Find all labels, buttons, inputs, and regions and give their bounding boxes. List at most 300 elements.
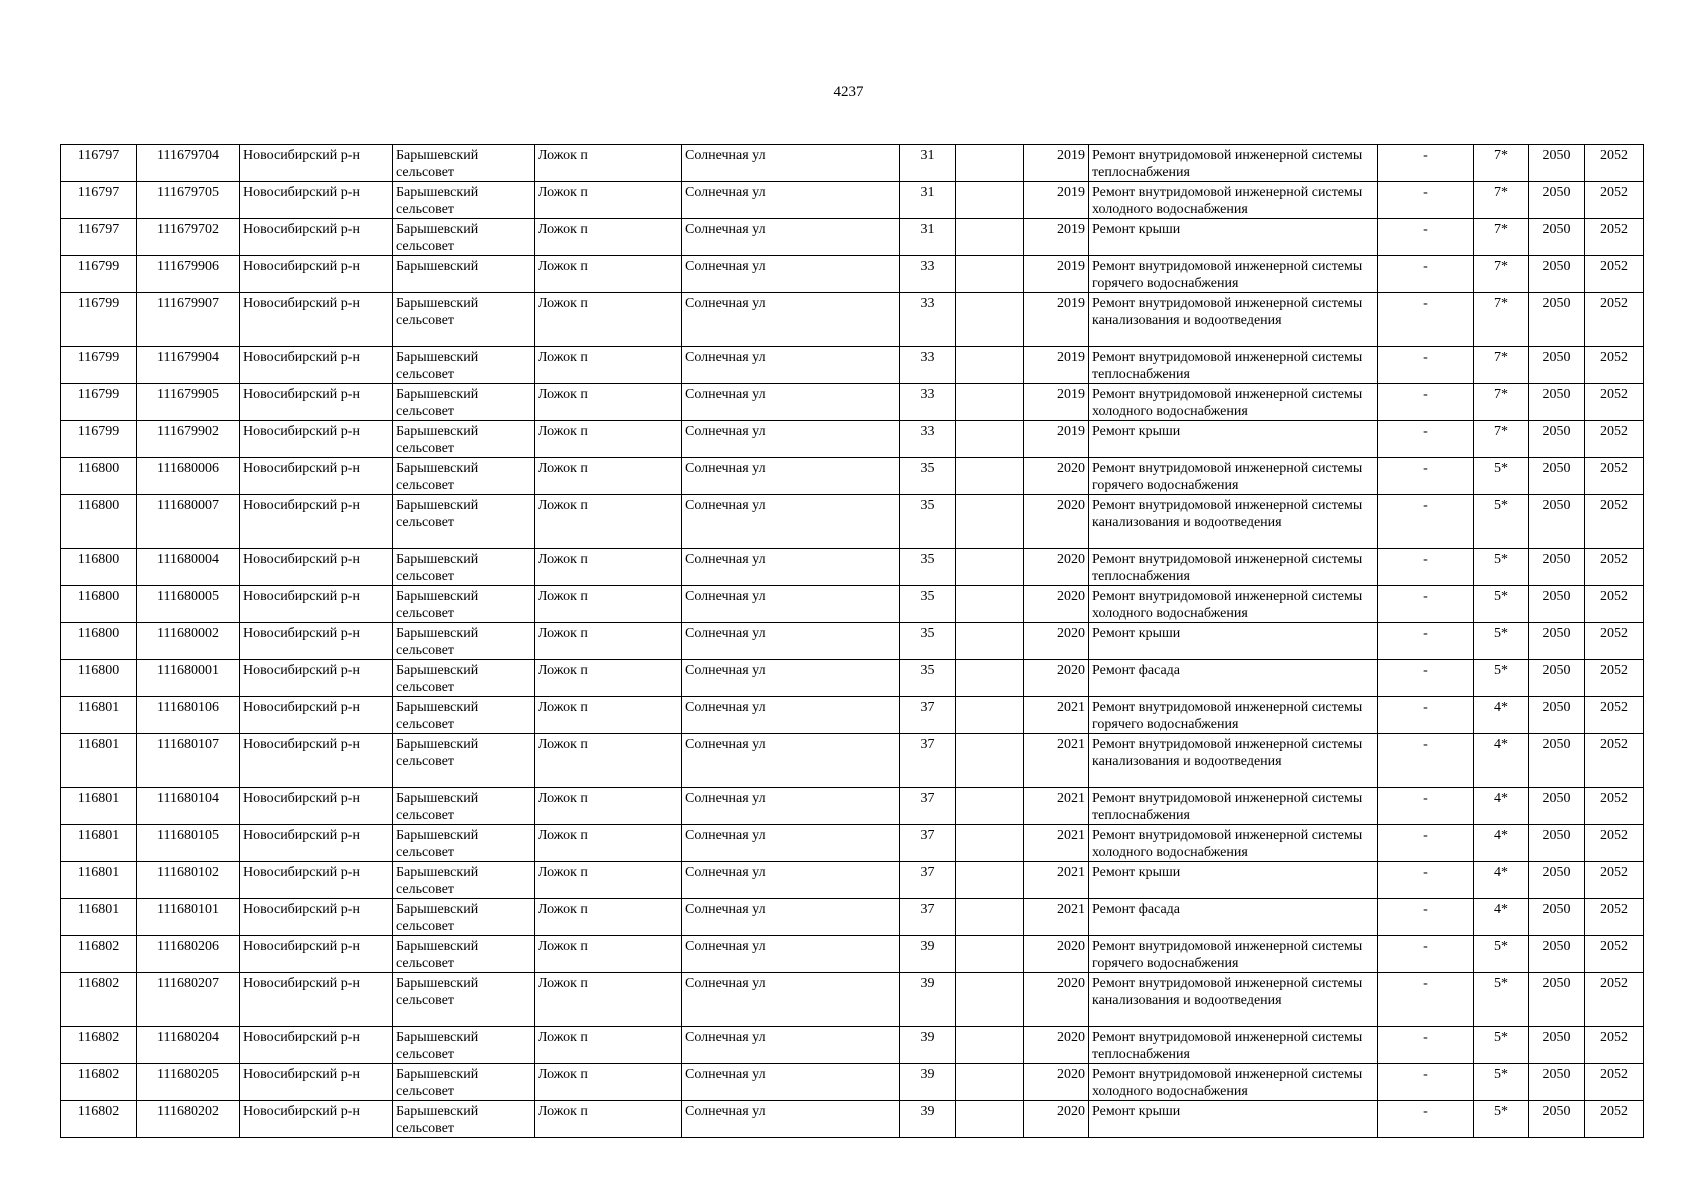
- year-from-cell: 2050: [1529, 734, 1585, 788]
- table-row: [61, 936, 1644, 973]
- work-type-cell: Ремонт внутридомовой инженерной системы холодного водоснабжения: [1089, 182, 1378, 219]
- locality-cell: Ложок п: [535, 623, 682, 660]
- building-cell: [956, 973, 1024, 1027]
- year-to-cell: 2052: [1585, 182, 1644, 219]
- work-type-cell: Ремонт внутридомовой инженерной системы теплоснабжения: [1089, 788, 1378, 825]
- street-cell: Солнечная ул: [682, 1064, 900, 1101]
- year-from-cell: 2050: [1529, 219, 1585, 256]
- planned-year-cell: 2020: [1024, 660, 1089, 697]
- period-cell: 4*: [1474, 825, 1529, 862]
- dash-cell: -: [1378, 182, 1474, 219]
- settlement-cell: Барышевский сельсовет: [393, 862, 535, 899]
- building-cell: [956, 936, 1024, 973]
- work-id-cell: 111680005: [137, 586, 240, 623]
- settlement-cell: Барышевский сельсовет: [393, 660, 535, 697]
- dash-cell: -: [1378, 384, 1474, 421]
- table-row: [61, 734, 1644, 788]
- settlement-cell: Барышевский сельсовет: [393, 936, 535, 973]
- work-id-cell: 111679705: [137, 182, 240, 219]
- planned-year-cell: 2019: [1024, 293, 1089, 347]
- locality-cell: Ложок п: [535, 347, 682, 384]
- work-id-cell: 111680204: [137, 1027, 240, 1064]
- house-id-cell: 116801: [61, 734, 137, 788]
- district-cell: Новосибирский р-н: [240, 219, 393, 256]
- house-id-cell: 116800: [61, 586, 137, 623]
- street-cell: Солнечная ул: [682, 973, 900, 1027]
- street-cell: Солнечная ул: [682, 219, 900, 256]
- building-cell: [956, 421, 1024, 458]
- street-cell: Солнечная ул: [682, 660, 900, 697]
- period-cell: 7*: [1474, 347, 1529, 384]
- year-from-cell: 2050: [1529, 1101, 1585, 1138]
- building-cell: [956, 788, 1024, 825]
- year-from-cell: 2050: [1529, 788, 1585, 825]
- building-cell: [956, 219, 1024, 256]
- house-id-cell: 116802: [61, 1101, 137, 1138]
- planned-year-cell: 2020: [1024, 495, 1089, 549]
- building-cell: [956, 825, 1024, 862]
- house-number-cell: 37: [900, 697, 956, 734]
- work-id-cell: 111679904: [137, 347, 240, 384]
- district-cell: Новосибирский р-н: [240, 182, 393, 219]
- dash-cell: -: [1378, 899, 1474, 936]
- repair-schedule-table: [60, 144, 1644, 1138]
- house-id-cell: 116799: [61, 347, 137, 384]
- settlement-cell: Барышевский сельсовет: [393, 549, 535, 586]
- year-to-cell: 2052: [1585, 219, 1644, 256]
- district-cell: Новосибирский р-н: [240, 384, 393, 421]
- house-id-cell: 116802: [61, 936, 137, 973]
- work-type-cell: Ремонт фасада: [1089, 660, 1378, 697]
- house-id-cell: 116801: [61, 825, 137, 862]
- work-id-cell: 111680002: [137, 623, 240, 660]
- year-from-cell: 2050: [1529, 145, 1585, 182]
- work-id-cell: 111679907: [137, 293, 240, 347]
- building-cell: [956, 734, 1024, 788]
- year-to-cell: 2052: [1585, 899, 1644, 936]
- district-cell: Новосибирский р-н: [240, 1101, 393, 1138]
- year-to-cell: 2052: [1585, 623, 1644, 660]
- planned-year-cell: 2021: [1024, 899, 1089, 936]
- district-cell: Новосибирский р-н: [240, 788, 393, 825]
- year-to-cell: 2052: [1585, 549, 1644, 586]
- house-number-cell: 31: [900, 182, 956, 219]
- settlement-cell: Барышевский сельсовет: [393, 182, 535, 219]
- period-cell: 5*: [1474, 973, 1529, 1027]
- settlement-cell: Барышевский сельсовет: [393, 825, 535, 862]
- house-number-cell: 33: [900, 384, 956, 421]
- building-cell: [956, 384, 1024, 421]
- table-row: [61, 586, 1644, 623]
- planned-year-cell: 2019: [1024, 421, 1089, 458]
- building-cell: [956, 899, 1024, 936]
- locality-cell: Ложок п: [535, 586, 682, 623]
- street-cell: Солнечная ул: [682, 586, 900, 623]
- year-to-cell: 2052: [1585, 1027, 1644, 1064]
- year-to-cell: 2052: [1585, 1064, 1644, 1101]
- street-cell: Солнечная ул: [682, 347, 900, 384]
- district-cell: Новосибирский р-н: [240, 293, 393, 347]
- district-cell: Новосибирский р-н: [240, 421, 393, 458]
- planned-year-cell: 2019: [1024, 219, 1089, 256]
- period-cell: 5*: [1474, 1064, 1529, 1101]
- year-from-cell: 2050: [1529, 1064, 1585, 1101]
- district-cell: Новосибирский р-н: [240, 586, 393, 623]
- district-cell: Новосибирский р-н: [240, 899, 393, 936]
- building-cell: [956, 293, 1024, 347]
- locality-cell: Ложок п: [535, 458, 682, 495]
- district-cell: Новосибирский р-н: [240, 145, 393, 182]
- planned-year-cell: 2020: [1024, 586, 1089, 623]
- locality-cell: Ложок п: [535, 1064, 682, 1101]
- planned-year-cell: 2020: [1024, 549, 1089, 586]
- period-cell: 5*: [1474, 936, 1529, 973]
- building-cell: [956, 1064, 1024, 1101]
- district-cell: Новосибирский р-н: [240, 1064, 393, 1101]
- work-id-cell: 111679704: [137, 145, 240, 182]
- year-from-cell: 2050: [1529, 936, 1585, 973]
- dash-cell: -: [1378, 1064, 1474, 1101]
- work-type-cell: Ремонт крыши: [1089, 623, 1378, 660]
- table-body: [61, 145, 1644, 1138]
- table-row: [61, 899, 1644, 936]
- street-cell: Солнечная ул: [682, 788, 900, 825]
- settlement-cell: Барышевский: [393, 256, 535, 293]
- year-to-cell: 2052: [1585, 973, 1644, 1027]
- house-id-cell: 116799: [61, 293, 137, 347]
- house-number-cell: 37: [900, 862, 956, 899]
- work-id-cell: 111680001: [137, 660, 240, 697]
- period-cell: 4*: [1474, 734, 1529, 788]
- district-cell: Новосибирский р-н: [240, 862, 393, 899]
- building-cell: [956, 182, 1024, 219]
- house-id-cell: 116799: [61, 256, 137, 293]
- dash-cell: -: [1378, 219, 1474, 256]
- building-cell: [956, 586, 1024, 623]
- work-id-cell: 111680006: [137, 458, 240, 495]
- dash-cell: -: [1378, 586, 1474, 623]
- dash-cell: -: [1378, 256, 1474, 293]
- work-id-cell: 111680206: [137, 936, 240, 973]
- period-cell: 7*: [1474, 145, 1529, 182]
- district-cell: Новосибирский р-н: [240, 825, 393, 862]
- street-cell: Солнечная ул: [682, 384, 900, 421]
- dash-cell: -: [1378, 660, 1474, 697]
- table-row: [61, 825, 1644, 862]
- year-to-cell: 2052: [1585, 788, 1644, 825]
- period-cell: 7*: [1474, 256, 1529, 293]
- table-row: [61, 495, 1644, 549]
- house-id-cell: 116802: [61, 1064, 137, 1101]
- planned-year-cell: 2020: [1024, 458, 1089, 495]
- street-cell: Солнечная ул: [682, 182, 900, 219]
- locality-cell: Ложок п: [535, 256, 682, 293]
- building-cell: [956, 862, 1024, 899]
- table-row: [61, 256, 1644, 293]
- year-from-cell: 2050: [1529, 549, 1585, 586]
- planned-year-cell: 2020: [1024, 936, 1089, 973]
- settlement-cell: Барышевский сельсовет: [393, 973, 535, 1027]
- period-cell: 5*: [1474, 458, 1529, 495]
- work-id-cell: 111680106: [137, 697, 240, 734]
- table-row: [61, 293, 1644, 347]
- locality-cell: Ложок п: [535, 734, 682, 788]
- table-row: [61, 788, 1644, 825]
- house-id-cell: 116800: [61, 660, 137, 697]
- locality-cell: Ложок п: [535, 660, 682, 697]
- dash-cell: -: [1378, 293, 1474, 347]
- work-type-cell: Ремонт внутридомовой инженерной системы горячего водоснабжения: [1089, 458, 1378, 495]
- table-row: [61, 458, 1644, 495]
- house-number-cell: 37: [900, 825, 956, 862]
- settlement-cell: Барышевский сельсовет: [393, 734, 535, 788]
- settlement-cell: Барышевский сельсовет: [393, 1064, 535, 1101]
- period-cell: 4*: [1474, 788, 1529, 825]
- planned-year-cell: 2019: [1024, 256, 1089, 293]
- locality-cell: Ложок п: [535, 549, 682, 586]
- period-cell: 7*: [1474, 219, 1529, 256]
- year-from-cell: 2050: [1529, 421, 1585, 458]
- work-id-cell: 111680004: [137, 549, 240, 586]
- street-cell: Солнечная ул: [682, 936, 900, 973]
- year-to-cell: 2052: [1585, 697, 1644, 734]
- building-cell: [956, 145, 1024, 182]
- period-cell: 5*: [1474, 1101, 1529, 1138]
- street-cell: Солнечная ул: [682, 145, 900, 182]
- house-number-cell: 31: [900, 145, 956, 182]
- street-cell: Солнечная ул: [682, 623, 900, 660]
- work-id-cell: 111679905: [137, 384, 240, 421]
- house-number-cell: 35: [900, 458, 956, 495]
- street-cell: Солнечная ул: [682, 899, 900, 936]
- year-to-cell: 2052: [1585, 384, 1644, 421]
- house-number-cell: 39: [900, 973, 956, 1027]
- house-number-cell: 35: [900, 623, 956, 660]
- planned-year-cell: 2021: [1024, 862, 1089, 899]
- period-cell: 5*: [1474, 660, 1529, 697]
- work-id-cell: 111680202: [137, 1101, 240, 1138]
- dash-cell: -: [1378, 862, 1474, 899]
- house-number-cell: 37: [900, 788, 956, 825]
- planned-year-cell: 2021: [1024, 697, 1089, 734]
- period-cell: 7*: [1474, 421, 1529, 458]
- dash-cell: -: [1378, 347, 1474, 384]
- street-cell: Солнечная ул: [682, 734, 900, 788]
- year-to-cell: 2052: [1585, 660, 1644, 697]
- house-number-cell: 33: [900, 293, 956, 347]
- dash-cell: -: [1378, 421, 1474, 458]
- house-id-cell: 116799: [61, 421, 137, 458]
- work-type-cell: Ремонт внутридомовой инженерной системы холодного водоснабжения: [1089, 586, 1378, 623]
- planned-year-cell: 2021: [1024, 788, 1089, 825]
- year-to-cell: 2052: [1585, 347, 1644, 384]
- planned-year-cell: 2021: [1024, 734, 1089, 788]
- year-from-cell: 2050: [1529, 623, 1585, 660]
- settlement-cell: Барышевский сельсовет: [393, 421, 535, 458]
- work-id-cell: 111680104: [137, 788, 240, 825]
- street-cell: Солнечная ул: [682, 1027, 900, 1064]
- district-cell: Новосибирский р-н: [240, 549, 393, 586]
- work-type-cell: Ремонт внутридомовой инженерной системы теплоснабжения: [1089, 1027, 1378, 1064]
- building-cell: [956, 623, 1024, 660]
- house-id-cell: 116800: [61, 495, 137, 549]
- locality-cell: Ложок п: [535, 697, 682, 734]
- dash-cell: -: [1378, 458, 1474, 495]
- house-id-cell: 116801: [61, 697, 137, 734]
- period-cell: 7*: [1474, 182, 1529, 219]
- table-row: [61, 145, 1644, 182]
- house-number-cell: 39: [900, 1064, 956, 1101]
- house-number-cell: 33: [900, 256, 956, 293]
- house-id-cell: 116801: [61, 862, 137, 899]
- work-type-cell: Ремонт внутридомовой инженерной системы холодного водоснабжения: [1089, 384, 1378, 421]
- period-cell: 4*: [1474, 862, 1529, 899]
- year-from-cell: 2050: [1529, 458, 1585, 495]
- dash-cell: -: [1378, 549, 1474, 586]
- settlement-cell: Барышевский сельсовет: [393, 623, 535, 660]
- house-id-cell: 116797: [61, 145, 137, 182]
- year-from-cell: 2050: [1529, 862, 1585, 899]
- work-type-cell: Ремонт крыши: [1089, 862, 1378, 899]
- table-row: [61, 182, 1644, 219]
- table-row: [61, 862, 1644, 899]
- year-from-cell: 2050: [1529, 586, 1585, 623]
- table-row: [61, 384, 1644, 421]
- work-id-cell: 111680007: [137, 495, 240, 549]
- locality-cell: Ложок п: [535, 862, 682, 899]
- page-number: 4237: [833, 84, 864, 100]
- settlement-cell: Барышевский сельсовет: [393, 347, 535, 384]
- work-id-cell: 111679906: [137, 256, 240, 293]
- street-cell: Солнечная ул: [682, 495, 900, 549]
- settlement-cell: Барышевский сельсовет: [393, 145, 535, 182]
- house-number-cell: 37: [900, 734, 956, 788]
- street-cell: Солнечная ул: [682, 421, 900, 458]
- work-id-cell: 111680102: [137, 862, 240, 899]
- work-type-cell: Ремонт внутридомовой инженерной системы холодного водоснабжения: [1089, 825, 1378, 862]
- locality-cell: Ложок п: [535, 219, 682, 256]
- year-to-cell: 2052: [1585, 586, 1644, 623]
- work-type-cell: Ремонт внутридомовой инженерной системы теплоснабжения: [1089, 145, 1378, 182]
- house-id-cell: 116801: [61, 899, 137, 936]
- year-from-cell: 2050: [1529, 495, 1585, 549]
- building-cell: [956, 256, 1024, 293]
- table-row: [61, 421, 1644, 458]
- period-cell: 5*: [1474, 1027, 1529, 1064]
- table-row: [61, 973, 1644, 1027]
- work-type-cell: Ремонт внутридомовой инженерной системы канализования и водоотведения: [1089, 973, 1378, 1027]
- year-from-cell: 2050: [1529, 825, 1585, 862]
- work-type-cell: Ремонт внутридомовой инженерной системы теплоснабжения: [1089, 549, 1378, 586]
- year-to-cell: 2052: [1585, 825, 1644, 862]
- house-number-cell: 35: [900, 495, 956, 549]
- locality-cell: Ложок п: [535, 421, 682, 458]
- table-row: [61, 1064, 1644, 1101]
- building-cell: [956, 1027, 1024, 1064]
- dash-cell: -: [1378, 623, 1474, 660]
- year-from-cell: 2050: [1529, 660, 1585, 697]
- year-to-cell: 2052: [1585, 1101, 1644, 1138]
- settlement-cell: Барышевский сельсовет: [393, 697, 535, 734]
- house-id-cell: 116799: [61, 384, 137, 421]
- work-type-cell: Ремонт внутридомовой инженерной системы канализования и водоотведения: [1089, 495, 1378, 549]
- planned-year-cell: 2019: [1024, 145, 1089, 182]
- period-cell: 7*: [1474, 293, 1529, 347]
- table-row: [61, 660, 1644, 697]
- planned-year-cell: 2020: [1024, 623, 1089, 660]
- settlement-cell: Барышевский сельсовет: [393, 458, 535, 495]
- year-to-cell: 2052: [1585, 145, 1644, 182]
- district-cell: Новосибирский р-н: [240, 973, 393, 1027]
- locality-cell: Ложок п: [535, 384, 682, 421]
- year-from-cell: 2050: [1529, 384, 1585, 421]
- building-cell: [956, 495, 1024, 549]
- year-from-cell: 2050: [1529, 1027, 1585, 1064]
- house-number-cell: 35: [900, 660, 956, 697]
- house-number-cell: 31: [900, 219, 956, 256]
- period-cell: 4*: [1474, 899, 1529, 936]
- period-cell: 5*: [1474, 495, 1529, 549]
- street-cell: Солнечная ул: [682, 1101, 900, 1138]
- work-type-cell: Ремонт внутридомовой инженерной системы канализования и водоотведения: [1089, 293, 1378, 347]
- building-cell: [956, 347, 1024, 384]
- work-id-cell: 111680101: [137, 899, 240, 936]
- street-cell: Солнечная ул: [682, 697, 900, 734]
- settlement-cell: Барышевский сельсовет: [393, 1101, 535, 1138]
- house-id-cell: 116802: [61, 1027, 137, 1064]
- work-type-cell: Ремонт внутридомовой инженерной системы канализования и водоотведения: [1089, 734, 1378, 788]
- district-cell: Новосибирский р-н: [240, 660, 393, 697]
- settlement-cell: Барышевский сельсовет: [393, 495, 535, 549]
- work-type-cell: Ремонт внутридомовой инженерной системы теплоснабжения: [1089, 347, 1378, 384]
- house-id-cell: 116800: [61, 623, 137, 660]
- house-id-cell: 116801: [61, 788, 137, 825]
- work-id-cell: 111680205: [137, 1064, 240, 1101]
- planned-year-cell: 2020: [1024, 1027, 1089, 1064]
- settlement-cell: Барышевский сельсовет: [393, 586, 535, 623]
- year-to-cell: 2052: [1585, 458, 1644, 495]
- work-id-cell: 111679702: [137, 219, 240, 256]
- year-from-cell: 2050: [1529, 293, 1585, 347]
- dash-cell: -: [1378, 1027, 1474, 1064]
- locality-cell: Ложок п: [535, 973, 682, 1027]
- settlement-cell: Барышевский сельсовет: [393, 293, 535, 347]
- building-cell: [956, 549, 1024, 586]
- work-type-cell: Ремонт внутридомовой инженерной системы горячего водоснабжения: [1089, 256, 1378, 293]
- building-cell: [956, 458, 1024, 495]
- house-id-cell: 116797: [61, 219, 137, 256]
- period-cell: 5*: [1474, 623, 1529, 660]
- house-number-cell: 39: [900, 1027, 956, 1064]
- street-cell: Солнечная ул: [682, 862, 900, 899]
- year-to-cell: 2052: [1585, 936, 1644, 973]
- table-row: [61, 697, 1644, 734]
- house-id-cell: 116797: [61, 182, 137, 219]
- house-id-cell: 116800: [61, 458, 137, 495]
- planned-year-cell: 2019: [1024, 347, 1089, 384]
- year-from-cell: 2050: [1529, 697, 1585, 734]
- planned-year-cell: 2020: [1024, 1064, 1089, 1101]
- locality-cell: Ложок п: [535, 1027, 682, 1064]
- house-number-cell: 33: [900, 421, 956, 458]
- planned-year-cell: 2020: [1024, 973, 1089, 1027]
- year-from-cell: 2050: [1529, 899, 1585, 936]
- table-row: [61, 347, 1644, 384]
- district-cell: Новосибирский р-н: [240, 256, 393, 293]
- planned-year-cell: 2020: [1024, 1101, 1089, 1138]
- settlement-cell: Барышевский сельсовет: [393, 384, 535, 421]
- district-cell: Новосибирский р-н: [240, 623, 393, 660]
